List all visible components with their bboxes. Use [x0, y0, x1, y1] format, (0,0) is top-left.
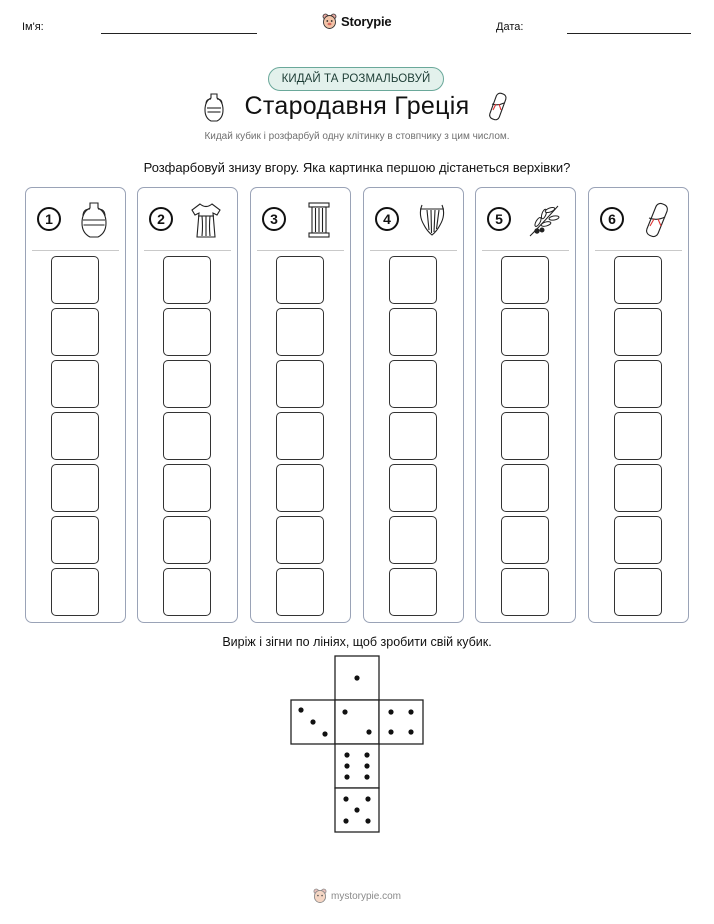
cell[interactable] [614, 412, 662, 460]
cell[interactable] [501, 412, 549, 460]
column-3 [250, 187, 351, 623]
column-2 [137, 187, 238, 623]
pip [365, 796, 370, 801]
name-label: Ім'я: [22, 21, 44, 33]
pip [310, 719, 315, 724]
pip [354, 675, 359, 680]
column-number: 2 [149, 207, 173, 231]
cell[interactable] [276, 464, 324, 512]
dice-face-2[interactable] [335, 700, 379, 744]
cell[interactable] [614, 568, 662, 616]
pip [364, 752, 369, 757]
column-5 [475, 187, 576, 623]
pip [343, 818, 348, 823]
pip [298, 707, 303, 712]
cell[interactable] [501, 516, 549, 564]
cell[interactable] [276, 568, 324, 616]
footer-website[interactable]: mystorypie.com [330, 890, 401, 902]
column-1 [25, 187, 126, 623]
cell[interactable] [614, 308, 662, 356]
pip [365, 818, 370, 823]
cell[interactable] [163, 412, 211, 460]
page-subtitle: Кидай кубик і розфарбуй одну клітинку в стовпчику з цим числом. [204, 131, 510, 142]
cut-instruction: Виріж і зігни по лініях, щоб зробити свій кубик. [222, 635, 492, 649]
dice-face-3[interactable] [291, 700, 335, 744]
cell[interactable] [614, 360, 662, 408]
brand-name: Storypie [341, 14, 392, 29]
cell[interactable] [276, 308, 324, 356]
cell[interactable] [163, 568, 211, 616]
page-title: Стародавня Греція [244, 92, 470, 120]
cell[interactable] [389, 256, 437, 304]
cell[interactable] [501, 360, 549, 408]
dice-face-4[interactable] [379, 700, 423, 744]
cell[interactable] [51, 464, 99, 512]
pip [388, 709, 393, 714]
pip [364, 763, 369, 768]
lyre-icon [414, 200, 450, 240]
cell[interactable] [614, 256, 662, 304]
column-number: 4 [375, 207, 399, 231]
greek-column-icon [301, 200, 337, 240]
cell[interactable] [614, 516, 662, 564]
column-number: 1 [37, 207, 61, 231]
cell[interactable] [51, 516, 99, 564]
pip [366, 729, 371, 734]
pip [408, 709, 413, 714]
cell[interactable] [51, 568, 99, 616]
storypie-mascot-icon [313, 888, 327, 904]
pip [342, 709, 347, 714]
column-number: 5 [487, 207, 511, 231]
cell[interactable] [389, 412, 437, 460]
dice-face-6[interactable] [335, 744, 379, 788]
storypie-mascot-icon [322, 13, 337, 30]
cell[interactable] [389, 568, 437, 616]
amphora-icon [76, 200, 112, 240]
column-number: 6 [600, 207, 624, 231]
cell[interactable] [276, 516, 324, 564]
cell[interactable] [163, 516, 211, 564]
pip [388, 729, 393, 734]
cell[interactable] [163, 308, 211, 356]
cell[interactable] [276, 256, 324, 304]
cell[interactable] [51, 412, 99, 460]
dice-face-5[interactable] [335, 788, 379, 832]
cell[interactable] [389, 516, 437, 564]
cell[interactable] [51, 256, 99, 304]
cell[interactable] [389, 464, 437, 512]
pip [344, 752, 349, 757]
date-line[interactable] [567, 33, 691, 34]
cell[interactable] [389, 360, 437, 408]
cell[interactable] [501, 256, 549, 304]
cell[interactable] [501, 308, 549, 356]
footer [0, 888, 714, 904]
dice-face-1[interactable] [335, 656, 379, 700]
cell[interactable] [163, 256, 211, 304]
cell[interactable] [501, 568, 549, 616]
pip [344, 763, 349, 768]
cell[interactable] [501, 464, 549, 512]
cell[interactable] [163, 360, 211, 408]
pip [322, 731, 327, 736]
brand-logo [322, 13, 391, 30]
column-number: 3 [262, 207, 286, 231]
olive-branch-icon [526, 200, 562, 240]
cell[interactable] [276, 412, 324, 460]
cell[interactable] [389, 308, 437, 356]
pip [408, 729, 413, 734]
pip [343, 796, 348, 801]
pip [354, 807, 359, 812]
column-6 [588, 187, 689, 623]
cell[interactable] [276, 360, 324, 408]
pip [344, 774, 349, 779]
scroll-icon [639, 200, 675, 240]
column-4 [363, 187, 464, 623]
date-label: Дата: [496, 21, 524, 33]
scroll-title-icon [484, 90, 512, 124]
cell[interactable] [51, 308, 99, 356]
chiton-tunic-icon [188, 200, 224, 240]
name-line[interactable] [101, 33, 257, 34]
coloring-instruction: Розфарбовуй знизу вгору. Яка картинка першою дістанеться верхівки? [143, 160, 571, 175]
activity-badge: КИДАЙ ТА РОЗМАЛЬОВУЙ [268, 67, 444, 91]
pip [364, 774, 369, 779]
cell[interactable] [163, 464, 211, 512]
cell[interactable] [614, 464, 662, 512]
cell[interactable] [51, 360, 99, 408]
